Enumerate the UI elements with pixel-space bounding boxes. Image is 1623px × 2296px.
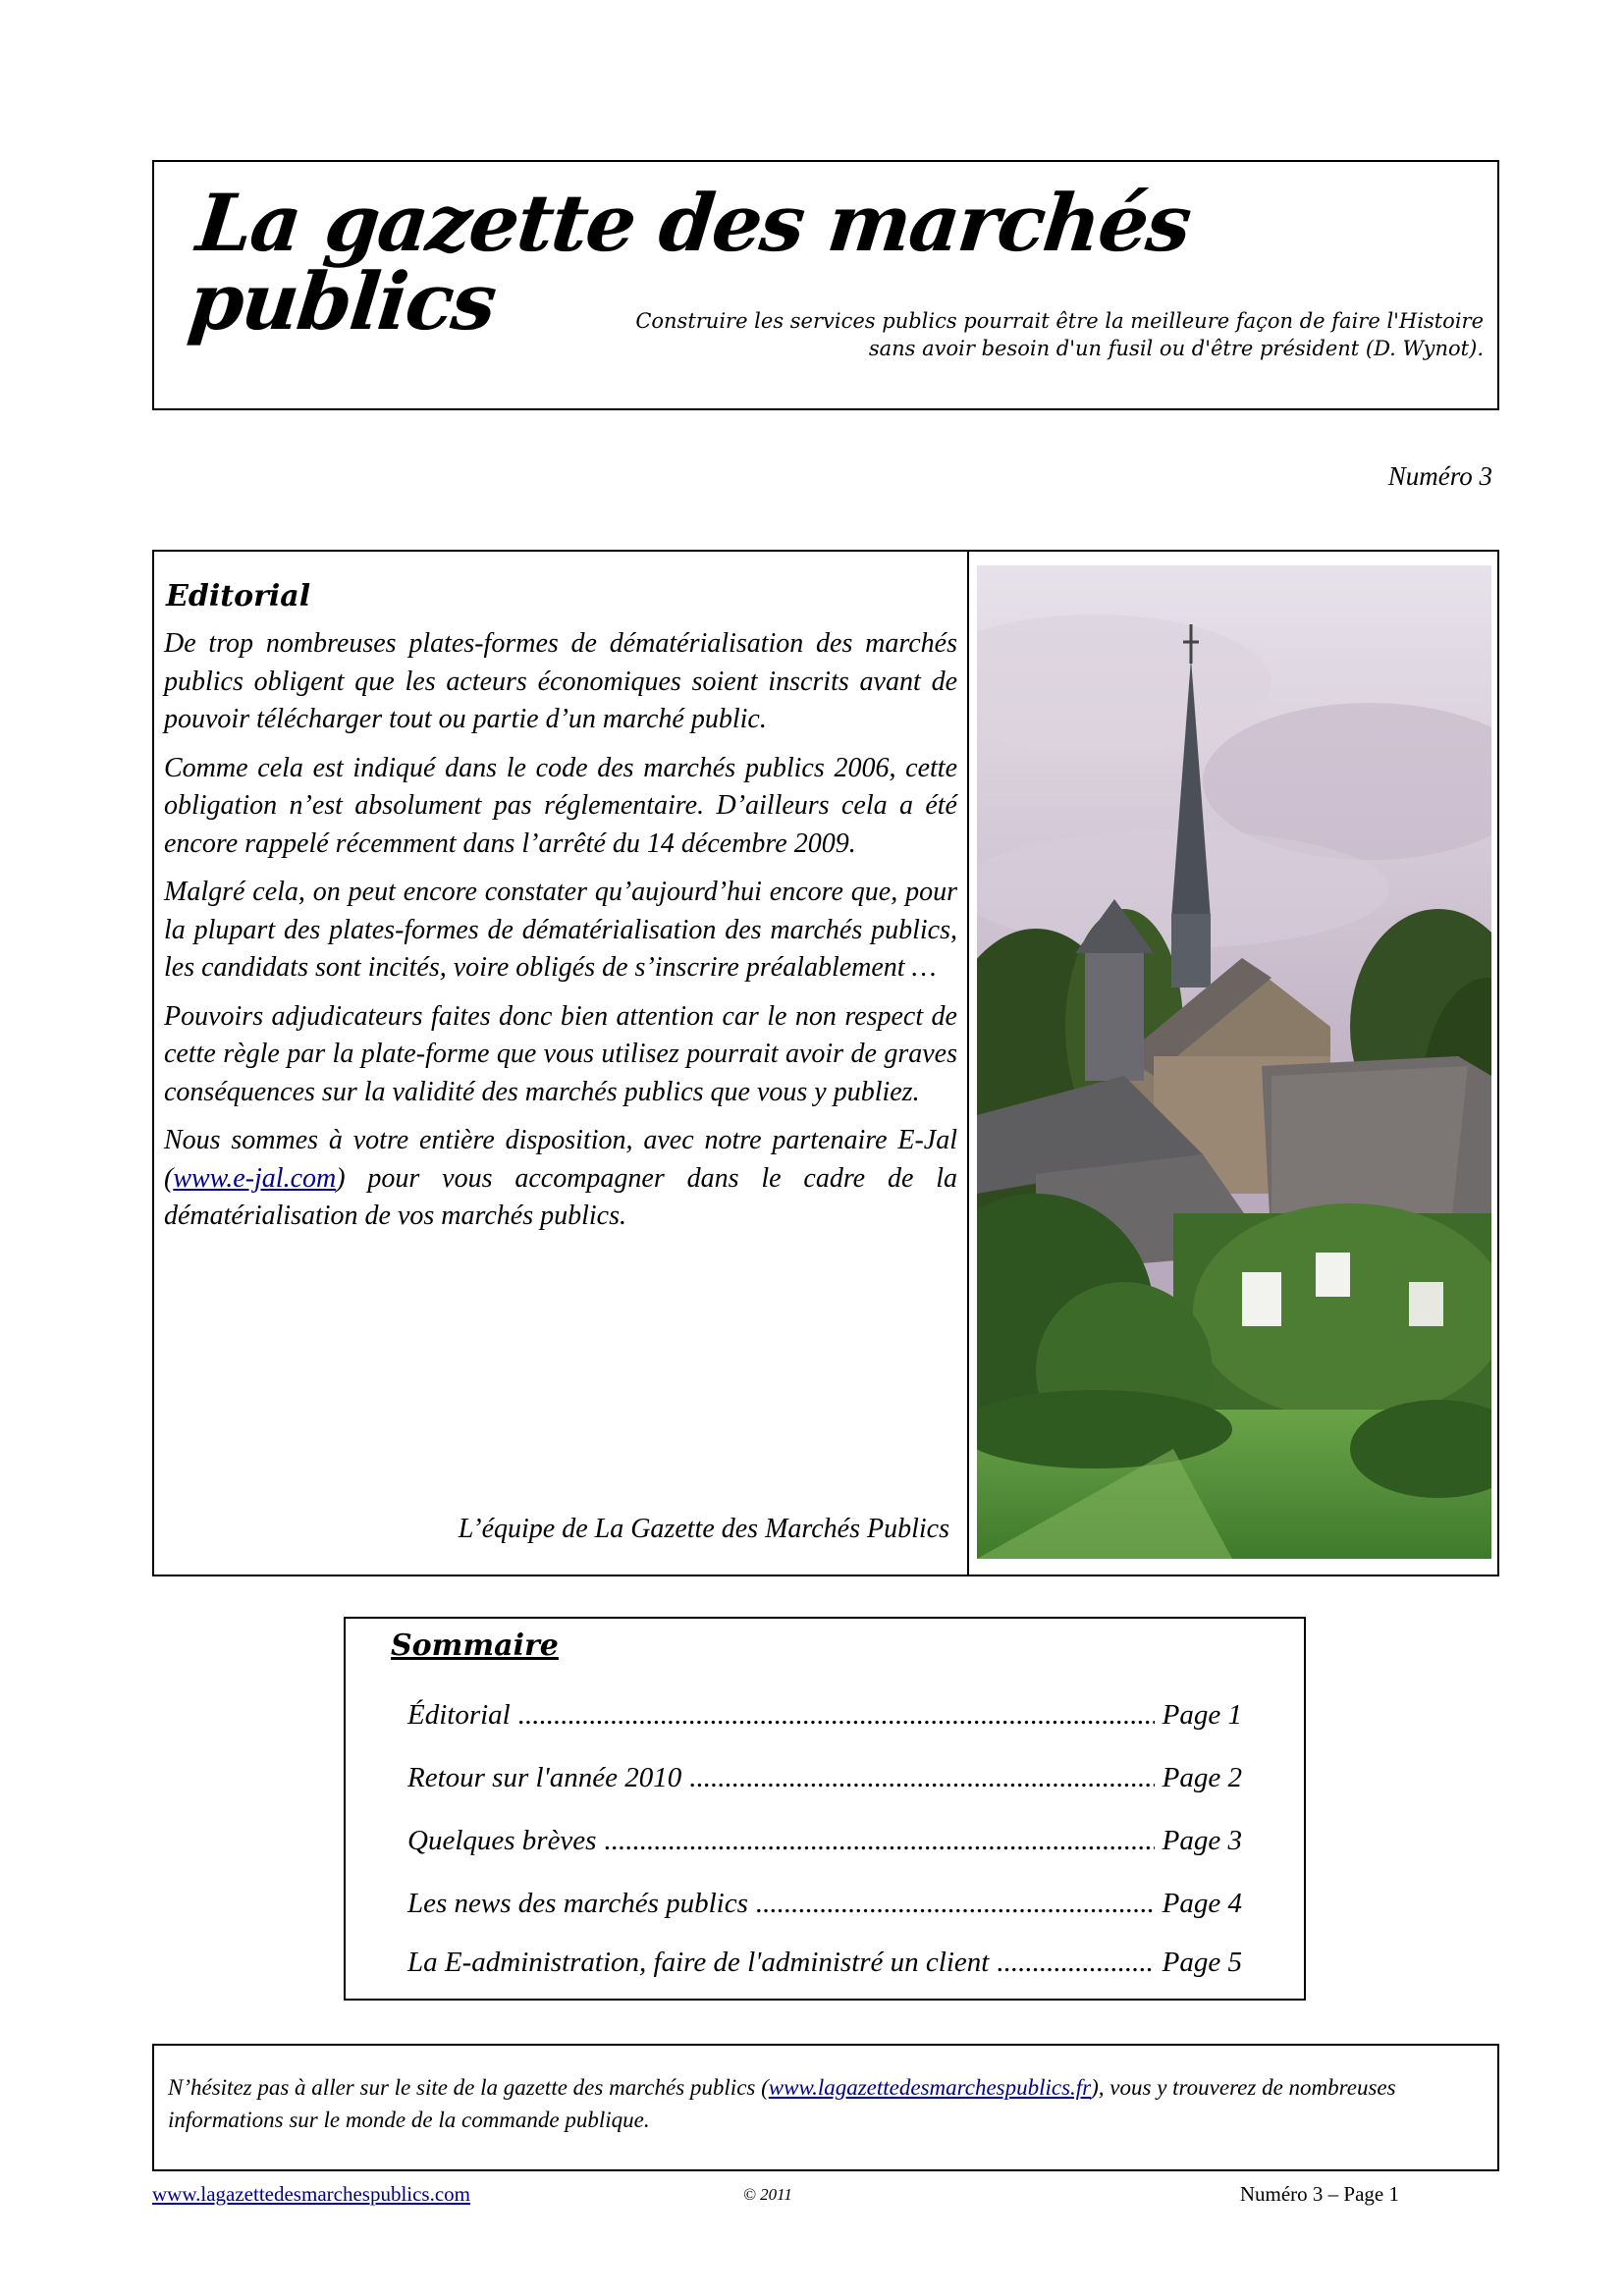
editorial-column [154,552,969,1575]
toc-item-page: Page 5 [1162,1947,1242,1978]
editorial-paragraph: Malgré cela, on peut encore constater qu’aujourd’hui encore que, pour la plupart des plates-formes de dématérialisation des marchés publics, les candidats sont incités, voire obligés de s’inscrire préalablement … [164,877,957,983]
village-church-photo [977,565,1491,1559]
editorial-signature: L’équipe de La Gazette des Marchés Publics [458,1514,949,1544]
masthead-quote [404,307,1484,362]
toc-item-label: Retour sur l'année 2010 [407,1762,682,1793]
toc-item[interactable] [407,1825,1242,1857]
website-note-text [168,2071,1482,2136]
quote-line-1: Construire les services publics pourrait être la meilleure façon de faire l'Histoire [635,309,1484,333]
sommaire-title: Sommaire [391,1629,559,1663]
toc-item-label: La E-administration, faire de l'administré un client [407,1947,990,1978]
toc-leader-dots [689,1762,1154,1794]
masthead [152,160,1499,410]
e-jal-link[interactable]: www.e-jal.com [173,1162,337,1194]
toc-leader-dots [518,1699,1155,1732]
toc-item-label: Quelques brèves [407,1825,597,1856]
toc-item-page: Page 4 [1162,1888,1242,1919]
toc-item-page: Page 3 [1162,1825,1242,1856]
contact-text-after: ) pour vous accompagner dans le cadre de la dématérialisation de vos marchés publics. [164,1162,957,1231]
footer-copyright: © 2011 [743,2185,792,2204]
toc-item-page: Page 2 [1162,1762,1242,1793]
note-text-before: N’hésitez pas à aller sur le site de la gazette des marchés publics ( [168,2075,769,2100]
editorial-paragraph: Comme cela est indiqué dans le code des marchés publics 2006, cette obligation n’est absolument pas réglementaire. D’ailleurs cela a été encore rappelé récemment dans l’arrêté du 14 décembre 2009. [164,752,957,859]
table-of-contents [344,1617,1306,2001]
footer-page-number: Numéro 3 – Page 1 [1239,2182,1399,2206]
editorial-block [152,550,1499,1576]
gazette-site-link[interactable]: www.lagazettedesmarchespublics.fr [768,2075,1092,2100]
toc-leader-dots [997,1947,1154,1979]
toc-leader-dots [604,1825,1154,1857]
contact-text-before: Nous sommes à votre entière disposition, avec notre partenaire E-Jal ( [164,1125,957,1194]
toc-item[interactable] [407,1888,1242,1920]
editorial-paragraph: Pouvoirs adjudicateurs faites donc bien attention car le non respect de cette règle par la plate-forme que vous utilisez pourrait avoir de graves conséquences sur la validité des marchés publics que vous y publiez. [164,1000,957,1107]
editorial-paragraph: De trop nombreuses plates-formes de dématérialisation des marchés publics obligent que les acteurs économiques soient inscrits avant de pouvoir télécharger tout ou partie d’un marché public. [164,628,957,734]
toc-item[interactable] [407,1762,1242,1794]
newsletter-title: La gazette des marchés publics [184,177,1195,347]
toc-item-label: Éditorial [407,1699,511,1731]
toc-item-page: Page 1 [1162,1699,1242,1731]
editorial-paragraph-contact [164,1122,957,1236]
footer-site-link[interactable]: www.lagazettedesmarchespublics.com [152,2182,471,2206]
quote-line-2: sans avoir besoin d'un fusil ou d'être président (D. Wynot). [868,337,1484,360]
toc-item[interactable] [407,1699,1242,1732]
website-note [152,2044,1499,2171]
editorial-title: Editorial [166,579,311,614]
toc-item[interactable] [407,1947,1242,1979]
note-text-after: ), vous y trouverez de nombreuses informations sur le monde de la commande publique. [168,2075,1396,2132]
toc-leader-dots [756,1888,1155,1920]
issue-number: Numéro 3 [1387,461,1492,491]
toc-item-label: Les news des marchés publics [407,1888,748,1919]
